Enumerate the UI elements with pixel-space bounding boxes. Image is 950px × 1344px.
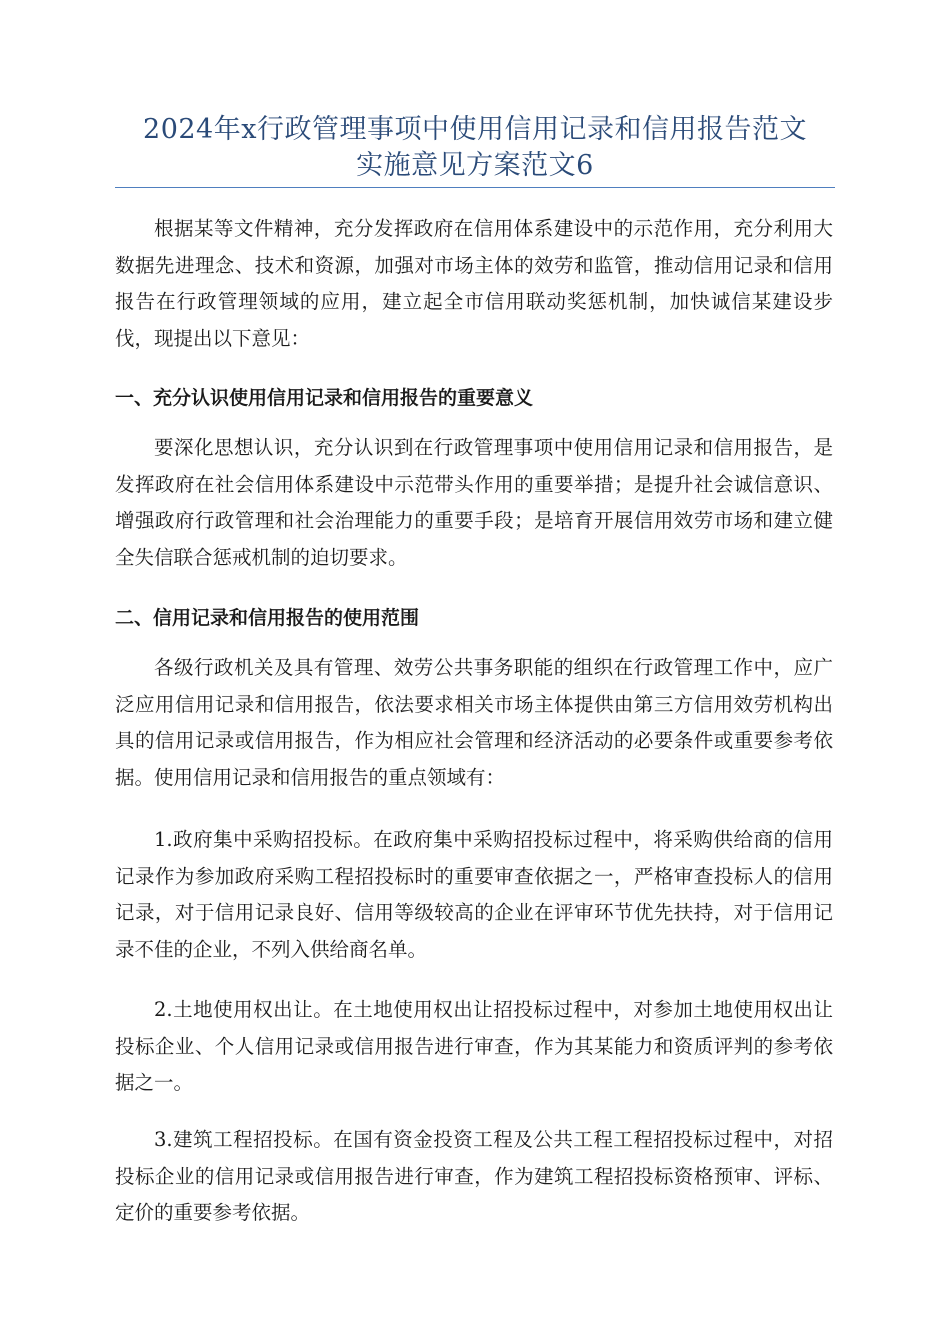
list-item-1: 1.政府集中采购招投标。在政府集中采购招投标过程中，将采购供给商的信用记录作为参加政府采购工程招投标时的重要审查依据之一，严格审查投标人的信用记录，对于信用记录良好、信用等级较高的企业在评审环节优先扶持，对于信用记录不佳的企业，不列入供给商名单。 bbox=[115, 828, 833, 961]
section-2-heading: 二、信用记录和信用报告的使用范围 bbox=[115, 607, 420, 629]
document-title bbox=[115, 112, 835, 184]
list-item-3: 3.建筑工程招投标。在国有资金投资工程及公共工程工程招投标过程中，对招投标企业的信用记录或信用报告进行审查，作为建筑工程招投标资格预审、评标、定价的重要参考依据。 bbox=[115, 1128, 833, 1224]
list-item-2: 2.土地使用权出让。在土地使用权出让招投标过程中，对参加土地使用权出让投标企业、个人信用记录或信用报告进行审查，作为其某能力和资质评判的参考依据之一。 bbox=[115, 998, 833, 1094]
section-2-body-block bbox=[115, 650, 833, 796]
intro-paragraph: 根据某等文件精神，充分发挥政府在信用体系建设中的示范作用，充分利用大数据先进理念、技术和资源，加强对市场主体的效劳和监管，推动信用记录和信用报告在行政管理领域的应用，建立起全市信用联动奖惩机制，加快诚信某建设步伐，现提出以下意见： bbox=[115, 217, 833, 350]
section-2-paragraph: 各级行政机关及具有管理、效劳公共事务职能的组织在行政管理工作中，应广泛应用信用记录和信用报告，依法要求相关市场主体提供由第三方信用效劳机构出具的信用记录或信用报告，作为相应社会管理和经济活动的必要条件或重要参考依据。使用信用记录和信用报告的重点领域有： bbox=[115, 656, 833, 789]
title-line-1: 2024年x行政管理事项中使用信用记录和信用报告范文 bbox=[143, 114, 807, 145]
section-1-paragraph: 要深化思想认识，充分认识到在行政管理事项中使用信用记录和信用报告，是发挥政府在社会信用体系建设中示范带头作用的重要举措；是提升社会诚信意识、增强政府行政管理和社会治理能力的重要手段；是培育开展信用效劳市场和建立健全失信联合惩戒机制的迫切要求。 bbox=[115, 436, 833, 569]
section-1-body-block bbox=[115, 430, 833, 576]
title-line-2: 实施意见方案范文6 bbox=[356, 150, 594, 181]
list-item-2-block bbox=[115, 992, 833, 1102]
list-item-3-block bbox=[115, 1122, 833, 1232]
title-underline bbox=[115, 187, 835, 188]
list-item-1-block bbox=[115, 822, 833, 968]
intro-paragraph-block bbox=[115, 211, 833, 357]
section-1-heading: 一、充分认识使用信用记录和信用报告的重要意义 bbox=[115, 387, 534, 409]
